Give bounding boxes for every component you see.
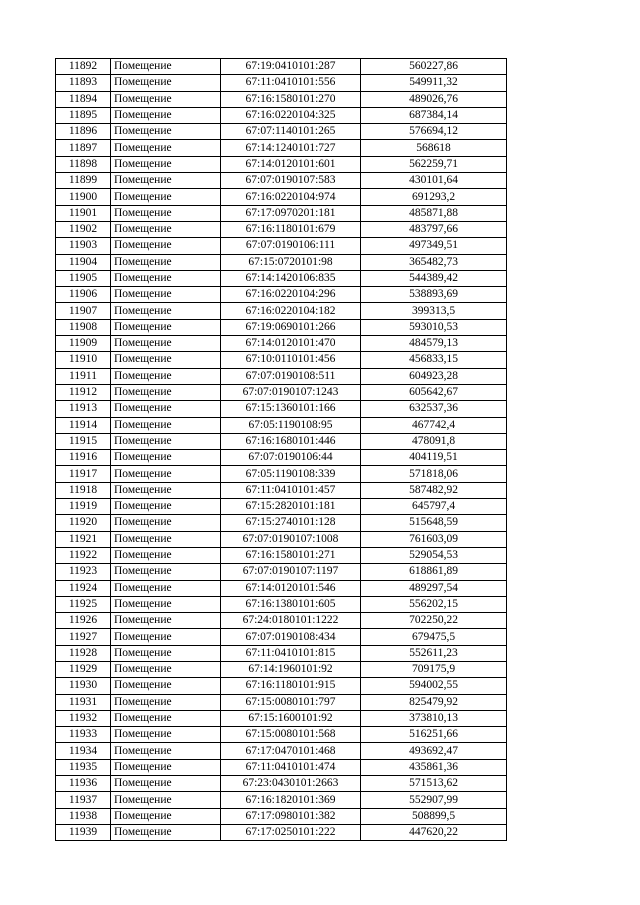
row-number-cell: 11929 [56,661,111,677]
row-number-cell: 11930 [56,678,111,694]
object-type-cell: Помещение [111,824,221,840]
value-cell: 761603,09 [361,531,507,547]
object-type-cell: Помещение [111,808,221,824]
cadastral-number-cell: 67:19:0410101:287 [221,59,361,75]
value-cell: 576694,12 [361,124,507,140]
table-row [56,173,507,189]
object-type-cell: Помещение [111,596,221,612]
cadastral-number-cell: 67:10:0110101:456 [221,352,361,368]
cadastral-number-cell: 67:07:0190106:111 [221,238,361,254]
object-type-cell: Помещение [111,743,221,759]
table-row [56,808,507,824]
table-row [56,776,507,792]
cadastral-number-cell: 67:11:0410101:474 [221,759,361,775]
table-row [56,645,507,661]
cadastral-number-cell: 67:16:1180101:915 [221,678,361,694]
table-row [56,91,507,107]
value-cell: 702250,22 [361,613,507,629]
object-type-cell: Помещение [111,710,221,726]
cadastral-number-cell: 67:07:1140101:265 [221,124,361,140]
cadastral-number-cell: 67:07:0190107:1243 [221,384,361,400]
table-row [56,450,507,466]
table-row [56,319,507,335]
table-row [56,710,507,726]
row-number-cell: 11914 [56,417,111,433]
value-cell: 594002,55 [361,678,507,694]
row-number-cell: 11900 [56,189,111,205]
table-row [56,629,507,645]
row-number-cell: 11923 [56,564,111,580]
cadastral-number-cell: 67:15:0080101:797 [221,694,361,710]
value-cell: 399313,5 [361,303,507,319]
row-number-cell: 11916 [56,450,111,466]
table-row [56,433,507,449]
table-row [56,75,507,91]
object-type-cell: Помещение [111,466,221,482]
value-cell: 467742,4 [361,417,507,433]
table-row [56,547,507,563]
cadastral-number-cell: 67:17:0250101:222 [221,824,361,840]
cadastral-number-cell: 67:11:0410101:556 [221,75,361,91]
object-type-cell: Помещение [111,776,221,792]
property-table [55,58,507,841]
value-cell: 709175,9 [361,661,507,677]
cadastral-number-cell: 67:15:1360101:166 [221,401,361,417]
cadastral-number-cell: 67:17:0980101:382 [221,808,361,824]
cadastral-number-cell: 67:11:0410101:457 [221,482,361,498]
cadastral-number-cell: 67:14:0120101:470 [221,336,361,352]
value-cell: 430101,64 [361,173,507,189]
row-number-cell: 11904 [56,254,111,270]
cadastral-number-cell: 67:07:0190106:44 [221,450,361,466]
cadastral-number-cell: 67:07:0190108:511 [221,368,361,384]
object-type-cell: Помещение [111,319,221,335]
cadastral-number-cell: 67:14:1420106:835 [221,270,361,286]
row-number-cell: 11917 [56,466,111,482]
row-number-cell: 11931 [56,694,111,710]
row-number-cell: 11908 [56,319,111,335]
table-row [56,743,507,759]
object-type-cell: Помещение [111,433,221,449]
row-number-cell: 11937 [56,792,111,808]
object-type-cell: Помещение [111,254,221,270]
value-cell: 562259,71 [361,156,507,172]
value-cell: 484579,13 [361,336,507,352]
object-type-cell: Помещение [111,124,221,140]
object-type-cell: Помещение [111,580,221,596]
row-number-cell: 11922 [56,547,111,563]
value-cell: 516251,66 [361,727,507,743]
row-number-cell: 11907 [56,303,111,319]
table-row [56,824,507,840]
value-cell: 604923,28 [361,368,507,384]
object-type-cell: Помещение [111,352,221,368]
value-cell: 497349,51 [361,238,507,254]
value-cell: 552611,23 [361,645,507,661]
cadastral-number-cell: 67:14:0120101:601 [221,156,361,172]
table-row [56,384,507,400]
row-number-cell: 11938 [56,808,111,824]
cadastral-number-cell: 67:16:0220104:325 [221,107,361,123]
row-number-cell: 11919 [56,499,111,515]
object-type-cell: Помещение [111,450,221,466]
value-cell: 568618 [361,140,507,156]
object-type-cell: Помещение [111,303,221,319]
object-type-cell: Помещение [111,792,221,808]
table-row [56,515,507,531]
value-cell: 483797,66 [361,221,507,237]
object-type-cell: Помещение [111,140,221,156]
object-type-cell: Помещение [111,336,221,352]
cadastral-number-cell: 67:15:2820101:181 [221,499,361,515]
cadastral-number-cell: 67:15:0080101:568 [221,727,361,743]
object-type-cell: Помещение [111,205,221,221]
row-number-cell: 11892 [56,59,111,75]
value-cell: 571818,06 [361,466,507,482]
table-row [56,352,507,368]
object-type-cell: Помещение [111,75,221,91]
value-cell: 687384,14 [361,107,507,123]
object-type-cell: Помещение [111,499,221,515]
row-number-cell: 11897 [56,140,111,156]
object-type-cell: Помещение [111,678,221,694]
value-cell: 691293,2 [361,189,507,205]
table-row [56,221,507,237]
row-number-cell: 11911 [56,368,111,384]
object-type-cell: Помещение [111,173,221,189]
table-row [56,270,507,286]
cadastral-number-cell: 67:15:2740101:128 [221,515,361,531]
cadastral-number-cell: 67:15:1600101:92 [221,710,361,726]
row-number-cell: 11924 [56,580,111,596]
table-row [56,499,507,515]
object-type-cell: Помещение [111,547,221,563]
row-number-cell: 11902 [56,221,111,237]
row-number-cell: 11936 [56,776,111,792]
object-type-cell: Помещение [111,384,221,400]
object-type-cell: Помещение [111,661,221,677]
value-cell: 632537,36 [361,401,507,417]
cadastral-number-cell: 67:05:1190108:339 [221,466,361,482]
cadastral-number-cell: 67:15:0720101:98 [221,254,361,270]
cadastral-number-cell: 67:14:1960101:92 [221,661,361,677]
table-row [56,661,507,677]
table-row [56,140,507,156]
object-type-cell: Помещение [111,759,221,775]
value-cell: 560227,86 [361,59,507,75]
table-row [56,482,507,498]
table-row [56,613,507,629]
object-type-cell: Помещение [111,564,221,580]
row-number-cell: 11898 [56,156,111,172]
table-row [56,564,507,580]
object-type-cell: Помещение [111,270,221,286]
value-cell: 529054,53 [361,547,507,563]
table-row [56,287,507,303]
object-type-cell: Помещение [111,189,221,205]
object-type-cell: Помещение [111,59,221,75]
object-type-cell: Помещение [111,401,221,417]
row-number-cell: 11921 [56,531,111,547]
cadastral-number-cell: 67:23:0430101:2663 [221,776,361,792]
row-number-cell: 11912 [56,384,111,400]
value-cell: 587482,92 [361,482,507,498]
object-type-cell: Помещение [111,221,221,237]
row-number-cell: 11915 [56,433,111,449]
value-cell: 549911,32 [361,75,507,91]
row-number-cell: 11893 [56,75,111,91]
table-row [56,336,507,352]
cadastral-number-cell: 67:16:0220104:974 [221,189,361,205]
value-cell: 489297,54 [361,580,507,596]
value-cell: 825479,92 [361,694,507,710]
value-cell: 544389,42 [361,270,507,286]
cadastral-number-cell: 67:16:0220104:296 [221,287,361,303]
value-cell: 404119,51 [361,450,507,466]
row-number-cell: 11899 [56,173,111,189]
row-number-cell: 11928 [56,645,111,661]
row-number-cell: 11906 [56,287,111,303]
table-row [56,124,507,140]
row-number-cell: 11918 [56,482,111,498]
value-cell: 552907,99 [361,792,507,808]
table-row [56,156,507,172]
row-number-cell: 11934 [56,743,111,759]
value-cell: 365482,73 [361,254,507,270]
cadastral-number-cell: 67:07:0190107:583 [221,173,361,189]
table-row [56,466,507,482]
table-row [56,759,507,775]
row-number-cell: 11909 [56,336,111,352]
object-type-cell: Помещение [111,694,221,710]
row-number-cell: 11927 [56,629,111,645]
row-number-cell: 11932 [56,710,111,726]
value-cell: 538893,69 [361,287,507,303]
cadastral-number-cell: 67:19:0690101:266 [221,319,361,335]
object-type-cell: Помещение [111,531,221,547]
object-type-cell: Помещение [111,629,221,645]
table-row [56,596,507,612]
row-number-cell: 11905 [56,270,111,286]
value-cell: 556202,15 [361,596,507,612]
table-row [56,254,507,270]
value-cell: 593010,53 [361,319,507,335]
cadastral-number-cell: 67:17:0470101:468 [221,743,361,759]
object-type-cell: Помещение [111,287,221,303]
table-row [56,531,507,547]
object-type-cell: Помещение [111,482,221,498]
cadastral-number-cell: 67:16:1180101:679 [221,221,361,237]
object-type-cell: Помещение [111,107,221,123]
object-type-cell: Помещение [111,156,221,172]
value-cell: 447620,22 [361,824,507,840]
object-type-cell: Помещение [111,91,221,107]
value-cell: 456833,15 [361,352,507,368]
table-row [56,694,507,710]
value-cell: 605642,67 [361,384,507,400]
table-body [56,59,507,841]
cadastral-number-cell: 67:07:0190107:1008 [221,531,361,547]
value-cell: 489026,76 [361,91,507,107]
object-type-cell: Помещение [111,238,221,254]
object-type-cell: Помещение [111,727,221,743]
value-cell: 571513,62 [361,776,507,792]
value-cell: 618861,89 [361,564,507,580]
object-type-cell: Помещение [111,645,221,661]
row-number-cell: 11894 [56,91,111,107]
row-number-cell: 11913 [56,401,111,417]
value-cell: 645797,4 [361,499,507,515]
row-number-cell: 11901 [56,205,111,221]
value-cell: 435861,36 [361,759,507,775]
row-number-cell: 11939 [56,824,111,840]
cadastral-number-cell: 67:11:0410101:815 [221,645,361,661]
row-number-cell: 11903 [56,238,111,254]
object-type-cell: Помещение [111,368,221,384]
cadastral-number-cell: 67:14:1240101:727 [221,140,361,156]
table-row [56,417,507,433]
value-cell: 493692,47 [361,743,507,759]
value-cell: 679475,5 [361,629,507,645]
value-cell: 373810,13 [361,710,507,726]
table-row [56,401,507,417]
cadastral-number-cell: 67:16:1580101:270 [221,91,361,107]
row-number-cell: 11910 [56,352,111,368]
object-type-cell: Помещение [111,417,221,433]
table-row [56,107,507,123]
row-number-cell: 11926 [56,613,111,629]
table-row [56,59,507,75]
cadastral-number-cell: 67:16:0220104:182 [221,303,361,319]
row-number-cell: 11920 [56,515,111,531]
cadastral-number-cell: 67:16:1680101:446 [221,433,361,449]
row-number-cell: 11896 [56,124,111,140]
row-number-cell: 11935 [56,759,111,775]
table-row [56,678,507,694]
cadastral-number-cell: 67:14:0120101:546 [221,580,361,596]
cadastral-number-cell: 67:16:1820101:369 [221,792,361,808]
cadastral-number-cell: 67:05:1190108:95 [221,417,361,433]
row-number-cell: 11925 [56,596,111,612]
row-number-cell: 11895 [56,107,111,123]
table-row [56,238,507,254]
cadastral-number-cell: 67:07:0190108:434 [221,629,361,645]
cadastral-number-cell: 67:16:1380101:605 [221,596,361,612]
table-row [56,727,507,743]
value-cell: 515648,59 [361,515,507,531]
cadastral-number-cell: 67:07:0190107:1197 [221,564,361,580]
table-row [56,368,507,384]
table-row [56,189,507,205]
table-row [56,580,507,596]
table-row [56,205,507,221]
cadastral-number-cell: 67:16:1580101:271 [221,547,361,563]
value-cell: 478091,8 [361,433,507,449]
table-row [56,303,507,319]
object-type-cell: Помещение [111,515,221,531]
object-type-cell: Помещение [111,613,221,629]
row-number-cell: 11933 [56,727,111,743]
table-row [56,792,507,808]
cadastral-number-cell: 67:17:0970201:181 [221,205,361,221]
cadastral-number-cell: 67:24:0180101:1222 [221,613,361,629]
value-cell: 508899,5 [361,808,507,824]
value-cell: 485871,88 [361,205,507,221]
